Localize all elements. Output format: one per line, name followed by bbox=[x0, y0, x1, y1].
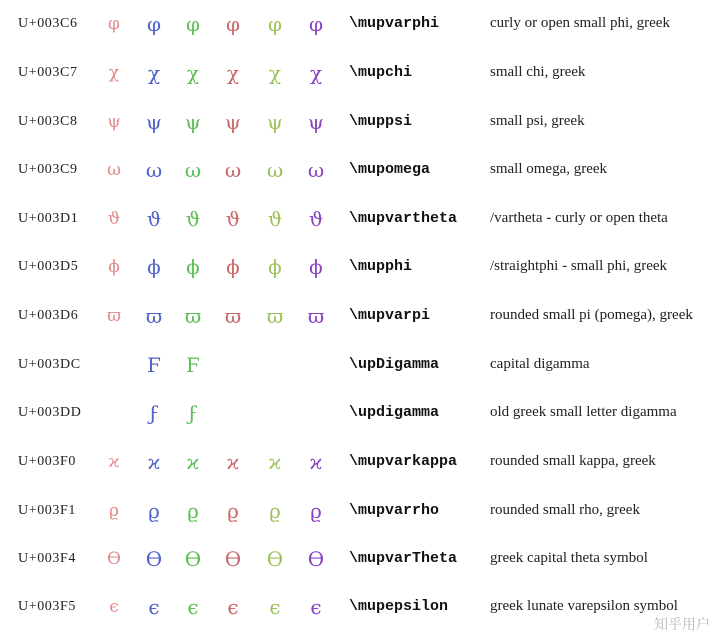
table-row bbox=[0, 294, 720, 342]
glyph-variant-2: ϕ bbox=[147, 255, 161, 279]
unicode-code: U+003F5 bbox=[18, 599, 76, 614]
glyph-variant-1: φ bbox=[108, 14, 120, 34]
glyph-variant-5: ϖ bbox=[266, 304, 284, 328]
unicode-code: U+003C9 bbox=[18, 162, 78, 177]
glyph-variant-6: φ bbox=[308, 12, 323, 36]
glyph-variant-1: ω bbox=[107, 160, 121, 180]
glyph-variant-1: ϖ bbox=[107, 306, 121, 326]
latex-command: \muppsi bbox=[349, 113, 413, 130]
unicode-code: U+003C8 bbox=[18, 114, 78, 129]
latex-command: \mupvarphi bbox=[349, 15, 440, 32]
glyph-variant-2: ϴ bbox=[145, 547, 163, 571]
latex-command: \mupvartheta bbox=[349, 210, 458, 227]
symbol-description: rounded small pi (pomega), greek bbox=[490, 307, 693, 323]
glyph-variant-3: ϝ bbox=[188, 401, 198, 425]
symbol-description: small chi, greek bbox=[490, 64, 586, 80]
glyph-variant-3: χ bbox=[186, 61, 200, 85]
glyph-variant-3: φ bbox=[185, 12, 200, 36]
unicode-code: U+003D6 bbox=[18, 308, 79, 323]
glyph-variant-5: ϰ bbox=[268, 450, 282, 474]
watermark: 知乎用户 bbox=[654, 617, 710, 633]
glyph-variant-1: ϑ bbox=[107, 209, 121, 229]
glyph-variant-2: ψ bbox=[146, 110, 162, 134]
latex-command: \mupvarrho bbox=[349, 502, 440, 519]
table-row bbox=[0, 391, 720, 439]
symbol-description: curly or open small phi, greek bbox=[490, 15, 670, 31]
latex-command: \upDigamma bbox=[349, 356, 440, 373]
glyph-variant-1: χ bbox=[108, 63, 120, 83]
glyph-variant-2: ϝ bbox=[149, 401, 159, 425]
glyph-variant-6: ψ bbox=[308, 110, 324, 134]
glyph-variant-5: ω bbox=[266, 158, 284, 182]
unicode-code: U+003F4 bbox=[18, 551, 76, 566]
table-row bbox=[0, 148, 720, 196]
latex-command: \mupvarpi bbox=[349, 307, 431, 324]
glyph-variant-4: ϴ bbox=[224, 547, 242, 571]
glyph-variant-3: ϰ bbox=[186, 450, 200, 474]
glyph-variant-2: ω bbox=[145, 158, 163, 182]
latex-command: \mupvarTheta bbox=[349, 550, 458, 567]
glyph-variant-3: ϖ bbox=[184, 304, 202, 328]
glyph-variant-2: χ bbox=[147, 61, 161, 85]
unicode-code: U+003DD bbox=[18, 405, 82, 420]
symbol-description: small omega, greek bbox=[490, 161, 608, 177]
glyph-variant-2: ϖ bbox=[145, 304, 163, 328]
glyph-variant-5: χ bbox=[268, 61, 282, 85]
glyph-variant-4: ϑ bbox=[225, 207, 241, 231]
glyph-variant-4: φ bbox=[225, 12, 240, 36]
glyph-variant-5: ϕ bbox=[268, 255, 282, 279]
glyph-variant-5: ϵ bbox=[269, 595, 281, 619]
symbol-description: greek capital theta symbol bbox=[490, 550, 648, 566]
glyph-variant-3: Ϝ bbox=[186, 353, 200, 377]
glyph-variant-2: Ϝ bbox=[147, 353, 161, 377]
symbol-description: /straightphi - small phi, greek bbox=[490, 258, 668, 274]
glyph-variant-6: ω bbox=[307, 158, 325, 182]
table-row bbox=[0, 245, 720, 293]
glyph-variant-3: ϱ bbox=[187, 499, 199, 523]
latex-command: \mupphi bbox=[349, 258, 413, 275]
glyph-variant-5: φ bbox=[267, 12, 282, 36]
unicode-code: U+003F0 bbox=[18, 454, 76, 469]
table-row bbox=[0, 537, 720, 585]
symbol-description: old greek small letter digamma bbox=[490, 404, 677, 420]
glyph-variant-5: ψ bbox=[267, 110, 283, 134]
glyph-variant-3: ω bbox=[184, 158, 202, 182]
unicode-code: U+003DC bbox=[18, 357, 81, 372]
latex-command: \mupvarkappa bbox=[349, 453, 458, 470]
glyph-variant-4: ϵ bbox=[227, 595, 239, 619]
table-row bbox=[0, 343, 720, 391]
glyph-variant-2: ϰ bbox=[147, 450, 161, 474]
latex-command: \mupchi bbox=[349, 64, 413, 81]
glyph-variant-1: ϱ bbox=[109, 501, 119, 521]
symbol-description: capital digamma bbox=[490, 356, 590, 372]
symbol-description: rounded small kappa, greek bbox=[490, 453, 656, 469]
symbol-description: rounded small rho, greek bbox=[490, 502, 640, 518]
glyph-variant-3: ϑ bbox=[185, 207, 201, 231]
glyph-variant-4: ϱ bbox=[227, 499, 239, 523]
glyph-variant-4: χ bbox=[226, 61, 240, 85]
table-row bbox=[0, 2, 720, 50]
symbol-description: greek lunate varepsilon symbol bbox=[490, 598, 678, 614]
glyph-variant-5: ϴ bbox=[266, 547, 284, 571]
glyph-variant-3: ϕ bbox=[186, 255, 200, 279]
glyph-variant-5: ϑ bbox=[267, 207, 283, 231]
glyph-variant-2: ϱ bbox=[148, 499, 160, 523]
glyph-variant-2: ϵ bbox=[148, 595, 160, 619]
unicode-code: U+003C6 bbox=[18, 16, 78, 31]
glyph-variant-6: ϰ bbox=[309, 450, 323, 474]
table-row bbox=[0, 489, 720, 537]
glyph-variant-1: ϕ bbox=[108, 257, 120, 277]
symbol-description: small psi, greek bbox=[490, 113, 585, 129]
glyph-variant-4: ϰ bbox=[226, 450, 240, 474]
glyph-variant-6: ϕ bbox=[309, 255, 323, 279]
glyph-variant-6: ϱ bbox=[310, 499, 322, 523]
glyph-variant-3: ϵ bbox=[187, 595, 199, 619]
symbol-description: /vartheta - curly or open theta bbox=[490, 210, 668, 226]
glyph-variant-4: ψ bbox=[225, 110, 241, 134]
table-row bbox=[0, 585, 720, 633]
glyph-variant-2: ϑ bbox=[146, 207, 162, 231]
glyph-variant-4: ϖ bbox=[224, 304, 242, 328]
unicode-code: U+003D5 bbox=[18, 259, 79, 274]
table-row bbox=[0, 100, 720, 148]
glyph-variant-1: ϵ bbox=[109, 597, 119, 617]
table-row bbox=[0, 440, 720, 488]
latex-command: \mupepsilon bbox=[349, 598, 449, 615]
latex-command: \updigamma bbox=[349, 404, 440, 421]
glyph-variant-1: ϴ bbox=[107, 549, 121, 569]
glyph-variant-3: ϴ bbox=[184, 547, 202, 571]
table-row bbox=[0, 197, 720, 245]
glyph-variant-4: ω bbox=[224, 158, 242, 182]
glyph-variant-6: χ bbox=[309, 61, 323, 85]
unicode-code: U+003D1 bbox=[18, 211, 79, 226]
glyph-variant-6: ϖ bbox=[307, 304, 325, 328]
glyph-variant-1: ψ bbox=[107, 112, 121, 132]
table-row bbox=[0, 51, 720, 99]
unicode-code: U+003F1 bbox=[18, 503, 76, 518]
glyph-variant-1: ϰ bbox=[108, 452, 120, 472]
glyph-variant-6: ϴ bbox=[307, 547, 325, 571]
glyph-variant-5: ϱ bbox=[269, 499, 281, 523]
glyph-variant-6: ϑ bbox=[308, 207, 324, 231]
glyph-variant-6: ϵ bbox=[310, 595, 322, 619]
glyph-variant-3: ψ bbox=[185, 110, 201, 134]
glyph-variant-4: ϕ bbox=[226, 255, 240, 279]
glyph-variant-2: φ bbox=[146, 12, 161, 36]
latex-command: \mupomega bbox=[349, 161, 431, 178]
unicode-code: U+003C7 bbox=[18, 65, 78, 80]
